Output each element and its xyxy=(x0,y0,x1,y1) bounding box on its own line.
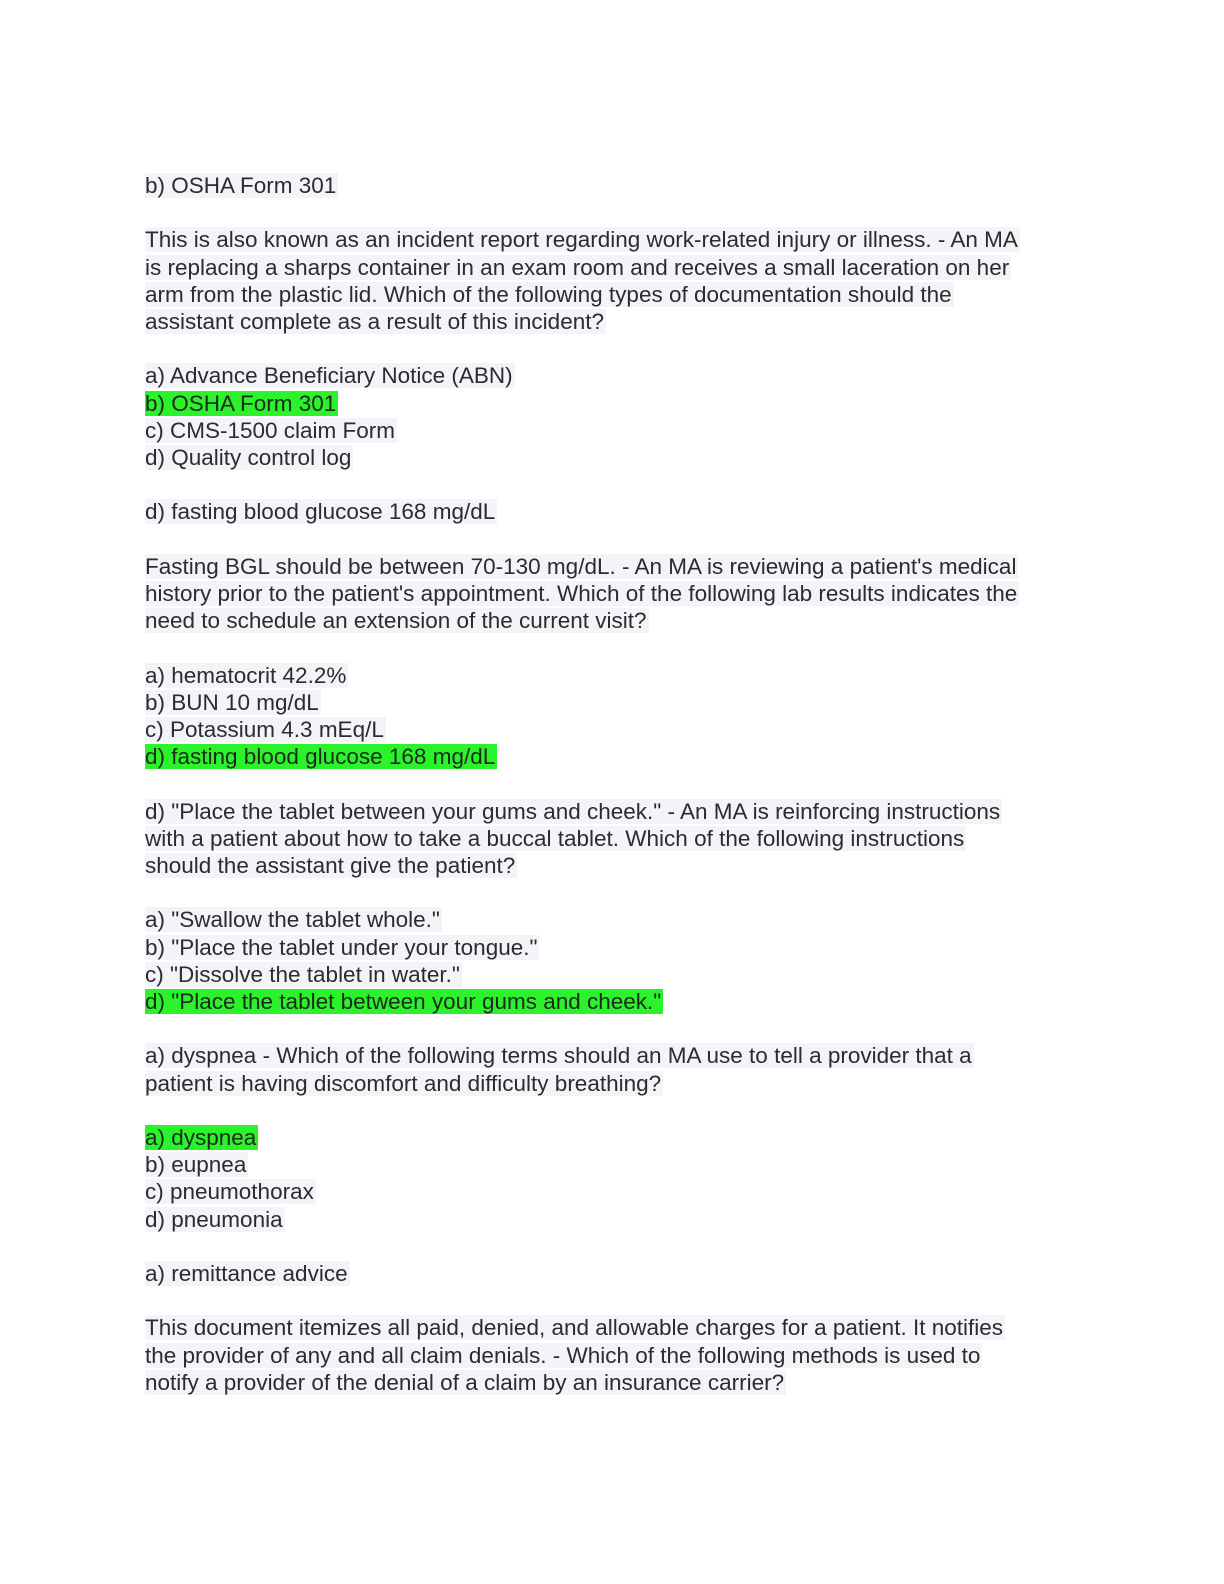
prompt-line: need to schedule an extension of the current visit? xyxy=(145,608,647,634)
correct-option-line: b) OSHA Form 301 xyxy=(145,390,337,416)
question-prompt xyxy=(145,1042,1105,1096)
prompt-line: is replacing a sharps container in an exam room and receives a small laceration on her xyxy=(145,254,1010,280)
prompt-line: d) "Place the tablet between your gums and cheek." - An MA is reinforcing instructions xyxy=(145,798,1001,824)
option-line: c) CMS-1500 claim Form xyxy=(145,417,396,443)
option-line: c) Potassium 4.3 mEq/L xyxy=(145,716,384,742)
question-prompt xyxy=(145,798,1105,880)
prompt-line: This is also known as an incident report regarding work-related injury or illness. - An MA xyxy=(145,227,1018,253)
document-page xyxy=(145,172,1105,1423)
option-line: c) "Dissolve the tablet in water." xyxy=(145,961,460,987)
option-line: a) hematocrit 42.2% xyxy=(145,662,347,688)
question-prompt xyxy=(145,553,1105,635)
option-line: a) "Swallow the tablet whole." xyxy=(145,907,440,933)
prompt-line: assistant complete as a result of this incident? xyxy=(145,309,604,334)
answer-block xyxy=(145,172,1105,199)
prompt-line: a) dyspnea - Which of the following terms should an MA use to tell a provider that a xyxy=(145,1043,972,1069)
option-list xyxy=(145,362,1105,471)
option-line: a) Advance Beneficiary Notice (ABN) xyxy=(145,363,513,389)
prompt-line: This document itemizes all paid, denied, and allowable charges for a patient. It notifies xyxy=(145,1315,1003,1341)
answer-line: d) fasting blood glucose 168 mg/dL xyxy=(145,499,496,525)
correct-option-line: d) "Place the tablet between your gums and cheek." xyxy=(145,988,662,1014)
prompt-line: patient is having discomfort and difficulty breathing? xyxy=(145,1070,662,1096)
answer-block xyxy=(145,498,1105,525)
option-line: b) eupnea xyxy=(145,1152,247,1178)
prompt-line: arm from the plastic lid. Which of the following types of documentation should the xyxy=(145,281,952,307)
question-prompt xyxy=(145,1314,1105,1396)
correct-option-line: d) fasting blood glucose 168 mg/dL xyxy=(145,744,496,770)
prompt-line: with a patient about how to take a buccal tablet. Which of the following instructions xyxy=(145,825,965,851)
prompt-line: Fasting BGL should be between 70-130 mg/dL. - An MA is reviewing a patient's medical xyxy=(145,553,1017,579)
option-line: b) "Place the tablet under your tongue." xyxy=(145,934,538,960)
answer-line: a) remittance advice xyxy=(145,1260,348,1286)
prompt-line: the provider of any and all claim denials. - Which of the following methods is used to xyxy=(145,1342,981,1368)
question-prompt xyxy=(145,226,1105,335)
option-line: c) pneumothorax xyxy=(145,1179,314,1205)
prompt-line: should the assistant give the patient? xyxy=(145,852,516,878)
option-line: b) BUN 10 mg/dL xyxy=(145,689,319,715)
option-list xyxy=(145,906,1105,1015)
option-line: d) Quality control log xyxy=(145,445,352,470)
answer-block xyxy=(145,1260,1105,1287)
prompt-line: history prior to the patient's appointment. Which of the following lab results indicates the xyxy=(145,580,1018,606)
prompt-line: notify a provider of the denial of a claim by an insurance carrier? xyxy=(145,1369,785,1395)
option-line: d) pneumonia xyxy=(145,1206,283,1232)
answer-line: b) OSHA Form 301 xyxy=(145,173,337,198)
option-list xyxy=(145,662,1105,771)
correct-option-line: a) dyspnea xyxy=(145,1124,257,1150)
option-list xyxy=(145,1124,1105,1233)
